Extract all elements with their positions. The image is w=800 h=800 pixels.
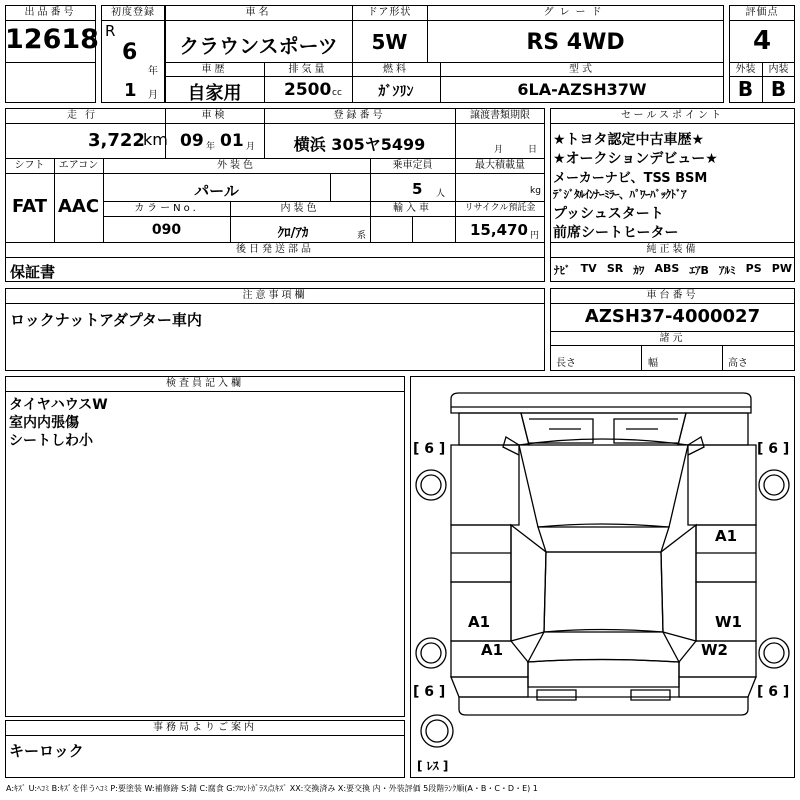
km-unit: km: [143, 130, 168, 149]
interior-label: 内装: [768, 64, 789, 75]
fuel-label: 燃料: [383, 64, 409, 75]
history: 自家用: [187, 83, 242, 104]
width-label: 幅: [648, 358, 658, 369]
model-label: 型式: [569, 64, 595, 75]
interior-color: ｸﾛ/ｱｶ: [277, 226, 309, 241]
capacity-label: 乗車定員: [392, 160, 433, 171]
first-reg-year: 6: [122, 40, 138, 65]
mileage: 3,722: [88, 130, 145, 151]
lot-label: 出品番号: [24, 7, 77, 18]
interior-score: B: [770, 77, 787, 101]
car-name-label: 車名: [245, 7, 272, 18]
model: 6LA-AZSH37W: [517, 80, 647, 99]
exterior-label: 外装: [735, 64, 756, 75]
score-label: 評価点: [745, 7, 779, 18]
ac-label: エアコン: [58, 160, 99, 171]
first-reg-month: 1: [124, 80, 137, 101]
shift-label: シフト: [14, 160, 45, 171]
door-type: 5W: [371, 30, 408, 54]
sales-point-4: ﾃﾞｼﾞﾀﾙｲﾝﾅｰﾐﾗｰ、ﾊﾟﾜｰﾊﾞｯｸﾄﾞｱ: [553, 188, 686, 201]
plate-number: 横浜 305ヤ5499: [293, 135, 426, 154]
inspection-month-unit: 月: [246, 142, 256, 152]
displacement-label: 排気量: [288, 64, 328, 75]
later-parts: 保証書: [10, 263, 56, 281]
displacement: 2500: [284, 80, 332, 100]
sales-point-2: ★オークションデビュー★: [553, 151, 718, 167]
equip-navi: ﾅﾋﾞ: [554, 264, 571, 277]
mark-right-front: A1: [715, 527, 738, 545]
color-no-label: カラーNo.: [134, 203, 199, 214]
color-no: 090: [151, 222, 182, 238]
mark-left-rear-upper: A1: [468, 613, 491, 631]
notes-label: 注意事項欄: [242, 290, 308, 301]
inspector-line-2: 室内内張傷: [9, 415, 79, 431]
inspection-label: 車検: [201, 110, 228, 121]
inspector-line-3: シートしわ小: [9, 433, 93, 449]
grade: RS 4WD: [526, 30, 625, 55]
door-label: ドア形状: [367, 7, 412, 18]
int-color-label: 内装色: [280, 203, 320, 214]
era: R: [105, 22, 116, 40]
recycle-label: リサイクル預託金: [464, 203, 536, 213]
equip-sr: SR: [606, 262, 624, 275]
spare-tire-label: [ ﾚｽ ]: [417, 759, 449, 773]
fuel: ｶﾞｿﾘﾝ: [378, 84, 414, 100]
kg-unit: kg: [530, 186, 541, 196]
sales-point-5: プッシュスタート: [553, 206, 664, 222]
equip-ps: PS: [745, 262, 762, 275]
front-bumper-part: [451, 393, 751, 413]
inspection-year: 09: [180, 131, 204, 151]
sales-point-1: ★トヨタ認定中古車歴★: [553, 132, 705, 148]
lot-number: 12618: [5, 24, 99, 55]
grade-label: グレード: [543, 7, 608, 18]
later-parts-label: 後日発送部品: [236, 244, 314, 255]
mileage-label: 走行: [67, 110, 103, 121]
air-conditioner: AAC: [57, 196, 100, 217]
plate-label: 登録番号: [333, 110, 386, 121]
equip-abs: ABS: [654, 262, 680, 275]
mark-left-rear-lower: A1: [481, 641, 504, 659]
legend-text: A:ｷｽﾞ U:ﾍｺﾐ B:ｷｽﾞを伴うﾍｺﾐ P:要塗装 W:補修跡 S:錆 C:腐食 G:ﾌﾛﾝﾄｶﾞﾗｽ点ｷｽﾞ XX:交換済み X:要交換 内・外装評価 5段階ﾗﾝｸ順(A・B・C・D・E) 1: [6, 784, 538, 793]
chassis-label: 車台番号: [646, 290, 699, 301]
recycle-fee: 15,470: [470, 221, 528, 239]
exterior-score: B: [737, 77, 754, 101]
tire-rl-score: [ 6 ]: [413, 684, 446, 700]
inspector-line-1: タイヤハウスW: [9, 397, 108, 413]
car-outline-diagram: [411, 377, 796, 779]
capacity: 5: [412, 180, 423, 198]
body-color: パール: [194, 182, 239, 200]
office-label: 事務局よりご案内: [153, 722, 257, 733]
history-label: 車歴: [201, 64, 228, 75]
person-unit: 人: [436, 189, 446, 199]
cc-unit: cc: [332, 88, 342, 98]
yen-unit: 円: [530, 231, 540, 241]
equip-leather: ｶﾜ: [633, 264, 645, 277]
import-label: 輸入車: [393, 203, 432, 214]
month-unit: 月: [148, 90, 158, 101]
tire-fl-score: [ 6 ]: [413, 441, 446, 457]
spec-label: 諸元: [659, 333, 686, 344]
first-reg-label: 初度登録: [111, 7, 155, 18]
inspector-label: 検査員記入欄: [166, 378, 244, 389]
sales-point-6: 前席シートヒーター: [553, 225, 679, 241]
shift: FAT: [11, 196, 48, 217]
tire-rr-score: [ 6 ]: [757, 684, 790, 700]
car-name: クラウンスポーツ: [179, 34, 338, 58]
transfer-month-unit: 月: [494, 145, 504, 155]
height-label: 高さ: [728, 358, 748, 369]
inspection-month: 01: [220, 131, 244, 151]
equip-tv: TV: [580, 262, 597, 275]
kei-unit: 系: [357, 231, 367, 241]
office-text: キーロック: [9, 742, 84, 760]
damage-diagram: [410, 376, 795, 778]
equipment-label: 純正装備: [646, 244, 699, 255]
mark-right-rear-upper: W1: [715, 613, 742, 631]
sales-points-label: セールスポイント: [620, 110, 725, 121]
color-label: 外装色: [217, 160, 256, 171]
rear-bumper-part: [459, 697, 748, 715]
chassis-number: AZSH37-4000027: [584, 306, 761, 327]
mark-right-rear-lower: W2: [701, 641, 728, 659]
notes-text: ロックナットアダプター車内: [10, 311, 202, 329]
tire-fr-score: [ 6 ]: [757, 441, 790, 457]
equip-alloy: ｱﾙﾐ: [719, 264, 736, 277]
equipment-list: [554, 262, 792, 278]
transfer-day-unit: 日: [528, 145, 538, 155]
load-label: 最大積載量: [475, 160, 525, 171]
inspection-year-unit: 年: [206, 142, 216, 152]
score: 4: [752, 26, 772, 56]
transfer-label: 譲渡書類期限: [470, 110, 530, 121]
equip-pw: PW: [771, 262, 792, 275]
sales-point-3: メーカーナビ、TSS BSM: [553, 171, 708, 186]
length-label: 長さ: [556, 358, 576, 369]
equip-airbag: ｴｱB: [689, 264, 709, 277]
year-unit: 年: [148, 66, 158, 77]
